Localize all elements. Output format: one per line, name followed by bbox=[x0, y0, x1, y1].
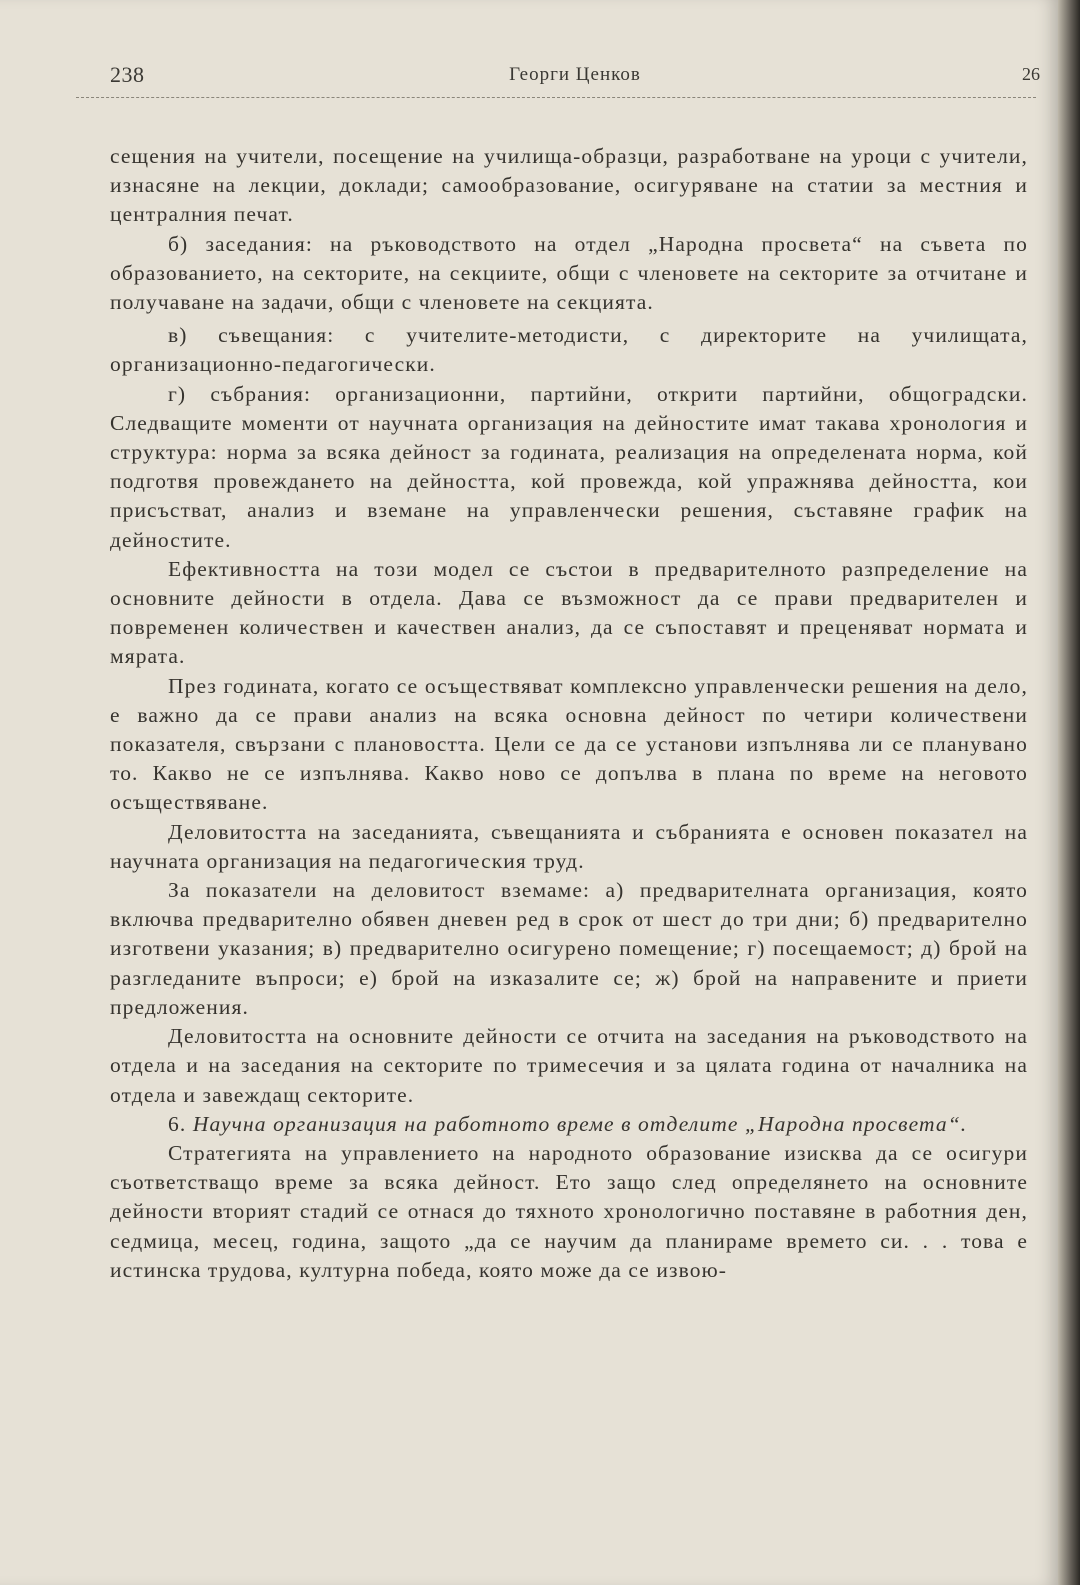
paragraph-meetings: б) заседания: на ръководството на отдел „Народна просвета“ на съвета по образованието, на секторите, на секциите, общи с членовете на секторите за отчитане и получаване на задачи, общи с членовете на секцията. bbox=[110, 231, 1028, 315]
paragraph-efficiency: Деловитостта на заседанията, съвещанията и събранията е основен показател на научната организация на педагогическия труд. bbox=[110, 819, 1028, 873]
running-head-author: Георги Ценков bbox=[509, 64, 641, 85]
paragraph-effectiveness: Ефективността на този модел се състои в предварителното разпределение на основните дейности в отдела. Дава се възможност да се прави предварителен и повременен количествен и качествен анализ, да се съпоставят и преценяват нормата и мярата. bbox=[110, 556, 1028, 669]
book-spine-shadow bbox=[1058, 0, 1080, 1585]
section-number: 6. bbox=[168, 1111, 187, 1136]
paragraph-indicators: За показатели на деловитост вземаме: а) предварителната организация, която включва предварително обявен дневен ред в срок от шест до три дни; б) предварително изготвени указания; в) предварително осигурено помещение; г) посещаемост; д) брой на разгледаните въпроси; е) брой на изказалите се; ж) брой на направените и приети предложения. bbox=[110, 878, 1028, 1019]
paragraph-conferences: в) съвещания: с учителите-методисти, с директорите на училищата, организационно-педагогически. bbox=[110, 323, 1028, 377]
section-heading bbox=[110, 1110, 1028, 1139]
paragraph-reporting: Деловитостта на основните дейности се отчита на заседания на ръководството на отдела и на заседания на секторите по тримесечия и за цялата година от началника на отдела и завеждащ секторите. bbox=[110, 1024, 1028, 1107]
section-title: Научна организация на работното време в отделите „Народна просвета“. bbox=[192, 1111, 968, 1136]
page-body bbox=[110, 142, 1028, 1285]
paragraph-strategy: Стратегията на управлението на народното образование изисква да се осигури съответстващо време за всяка дейност. Ето защо след определянето на основните дейности вторият стадий се отнася до тяхното хронологично поставяне в работния ден, седмица, месец, година, защото „да се научим да планираме времето си. . . това е истинска трудова, културна победа, която може да се извою- bbox=[110, 1140, 1028, 1282]
page-number: 238 bbox=[110, 62, 145, 87]
header-rule bbox=[76, 97, 1036, 98]
paragraph-assemblies: г) събрания: организационни, партийни, открити партийни, общоградски. Следващите моменти от научната организация на дейностите имат такава хронология и структура: норма за всяка дейност за годината, реализация на определената норма, кой подготвя провеждането на дейността, кой провежда, кой упражнява дейността, кои присъстват, анализ и вземане на управленчески решения, съставяне график на дейностите. bbox=[110, 381, 1028, 552]
running-header bbox=[110, 56, 1040, 96]
paragraph-continued: сещения на учители, посещение на училища-образци, разработване на уроци с учители, изнасяне на лекции, доклади; самообразование, осигуряване на статии за местния и централния печат. bbox=[110, 144, 1028, 227]
paragraph-analysis: През годината, когато се осъществяват комплексно управленчески решения на дело, е важно да се прави анализ на всяка основна дейност по четири количествени показателя, свързани с плановостта. Цели се да се установи изпълнява ли се планувано то. Какво не се изпълнява. Какво ново се допълва в плана по време на неговото осъществяване. bbox=[110, 673, 1028, 815]
signature-mark: 26 bbox=[1022, 64, 1040, 84]
